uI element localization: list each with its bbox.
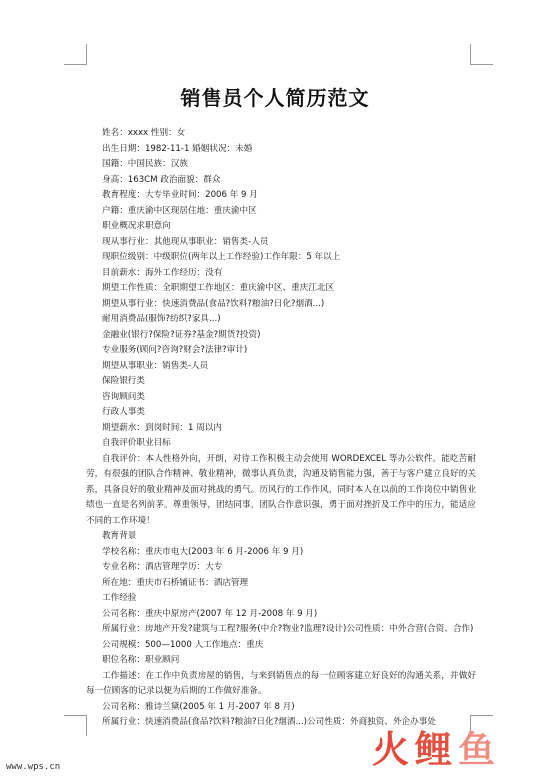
- logo-char: 鲤: [415, 728, 458, 771]
- body-line: 教育程度：大专毕业时间：2006 年 9 月: [102, 190, 258, 200]
- logo-char: 火: [372, 728, 415, 771]
- body-line: 保险银行类: [102, 376, 145, 386]
- body-line: 现职位级别：中级职位(两年以上工作经验)工作年限：5 年以上: [102, 252, 341, 262]
- crop-mark-top-left: [64, 44, 87, 65]
- body-line: 专业服务(顾问?咨询?财会?法律?审计): [102, 345, 248, 355]
- body-line: 期望薪水：到岗时间：1 周以内: [102, 422, 222, 433]
- body-line: 期望从事行业：快速消费品(食品?饮料?粮油?日化?烟酒...): [102, 298, 325, 309]
- body-line: 行政人事类: [102, 407, 145, 417]
- body-line: 专业名称：酒店管理学历：大专: [102, 562, 223, 572]
- body-line: 期望工作性质：全职期望工作地区：重庆渝中区、重庆江北区: [102, 283, 335, 293]
- body-paragraph: 所属行业：快速消费品(食品?饮料?粮油?日化?烟酒...)公司性质：外商独资、外企办事处: [102, 717, 436, 727]
- body-paragraph: 工作描述：在工作中负责房屋的销售，与来到销售点的每一位顾客建立好良好的沟通关系，并做好每一位顾客的记录以便为后期的工作做好准备。: [86, 670, 476, 696]
- body-line: 公司规模：500—1000 人工作地点：重庆: [102, 639, 264, 650]
- body-line: 职位名称：职业顾问: [102, 655, 180, 665]
- watermark-url: www.wps.cn: [6, 762, 61, 772]
- body-line: 公司名称：重庆中原房产(2007 年 12 月-2008 年 9 月): [102, 608, 318, 619]
- document-body: [86, 126, 476, 731]
- body-line: 教育背景: [102, 531, 137, 541]
- body-line: 姓名：xxxx 性别：女: [102, 128, 186, 138]
- body-line: 金融业(银行?保险?证券?基金?期货?投资): [102, 329, 261, 340]
- document-title: 销售员个人简历范文: [180, 86, 370, 110]
- body-line: 耐用消费品(服饰?纺织?家具...): [102, 314, 221, 324]
- body-line: 职业概况求职意向: [102, 221, 171, 231]
- body-line: 现从事行业：其他现从事职业：销售类-人员: [102, 236, 269, 247]
- body-line: 自我评价职业目标: [102, 438, 171, 448]
- brand-logo: [372, 726, 547, 774]
- body-line: 所在地：重庆市石桥铺证书：酒店管理: [102, 577, 249, 588]
- logo-char: 鱼: [458, 728, 501, 771]
- body-paragraph: 所属行业：房地产开发?建筑与工程?服务(中介?物业?监理?设计)公司性质：中外合营(合资、合作): [102, 624, 474, 634]
- body-line: 咨询顾问类: [102, 391, 145, 402]
- crop-mark-top-right: [470, 44, 493, 65]
- body-line: 工作经验: [102, 593, 137, 603]
- body-line: 国籍：中国民族：汉族: [102, 159, 188, 169]
- body-line: 户籍：重庆渝中区现居住地：重庆渝中区: [102, 205, 257, 216]
- body-line: 公司名称：雅诗兰黛(2005 年 1 月-2007 年 8 月): [102, 701, 295, 712]
- body-paragraph: 自我评价：本人性格外向，开朗，对待工作积极主动会使用 WORDEXCEL 等办公软件。能吃苦耐劳，有很强的团队合作精神、敬业精神，微事认真负责，沟通及销售能力强，善于与客户建立良好的关系，具备良好的敬业精神及面对挑战的勇气。历风行的工作作风，同时本人在以前的工作岗位中销售业绩也一直是名列前茅。尊重领导，团结同事，团队合作意识强，勇于面对挫折及工作中的压力，能适应不同的工作环境！: [86, 453, 476, 526]
- body-line: 出生日期：1982-11-1 婚姻状况：未婚: [102, 143, 253, 154]
- body-line: 学校名称：重庆市电大(2003 年 6 月-2006 年 9 月): [102, 546, 304, 557]
- crop-mark-bottom-left: [64, 715, 87, 736]
- body-line: 目前薪水：海外工作经历：没有: [102, 267, 223, 278]
- body-line: 身高：163CM 政治面貌：群众: [102, 174, 221, 185]
- body-line: 期望从事职业：销售类-人员: [102, 360, 209, 371]
